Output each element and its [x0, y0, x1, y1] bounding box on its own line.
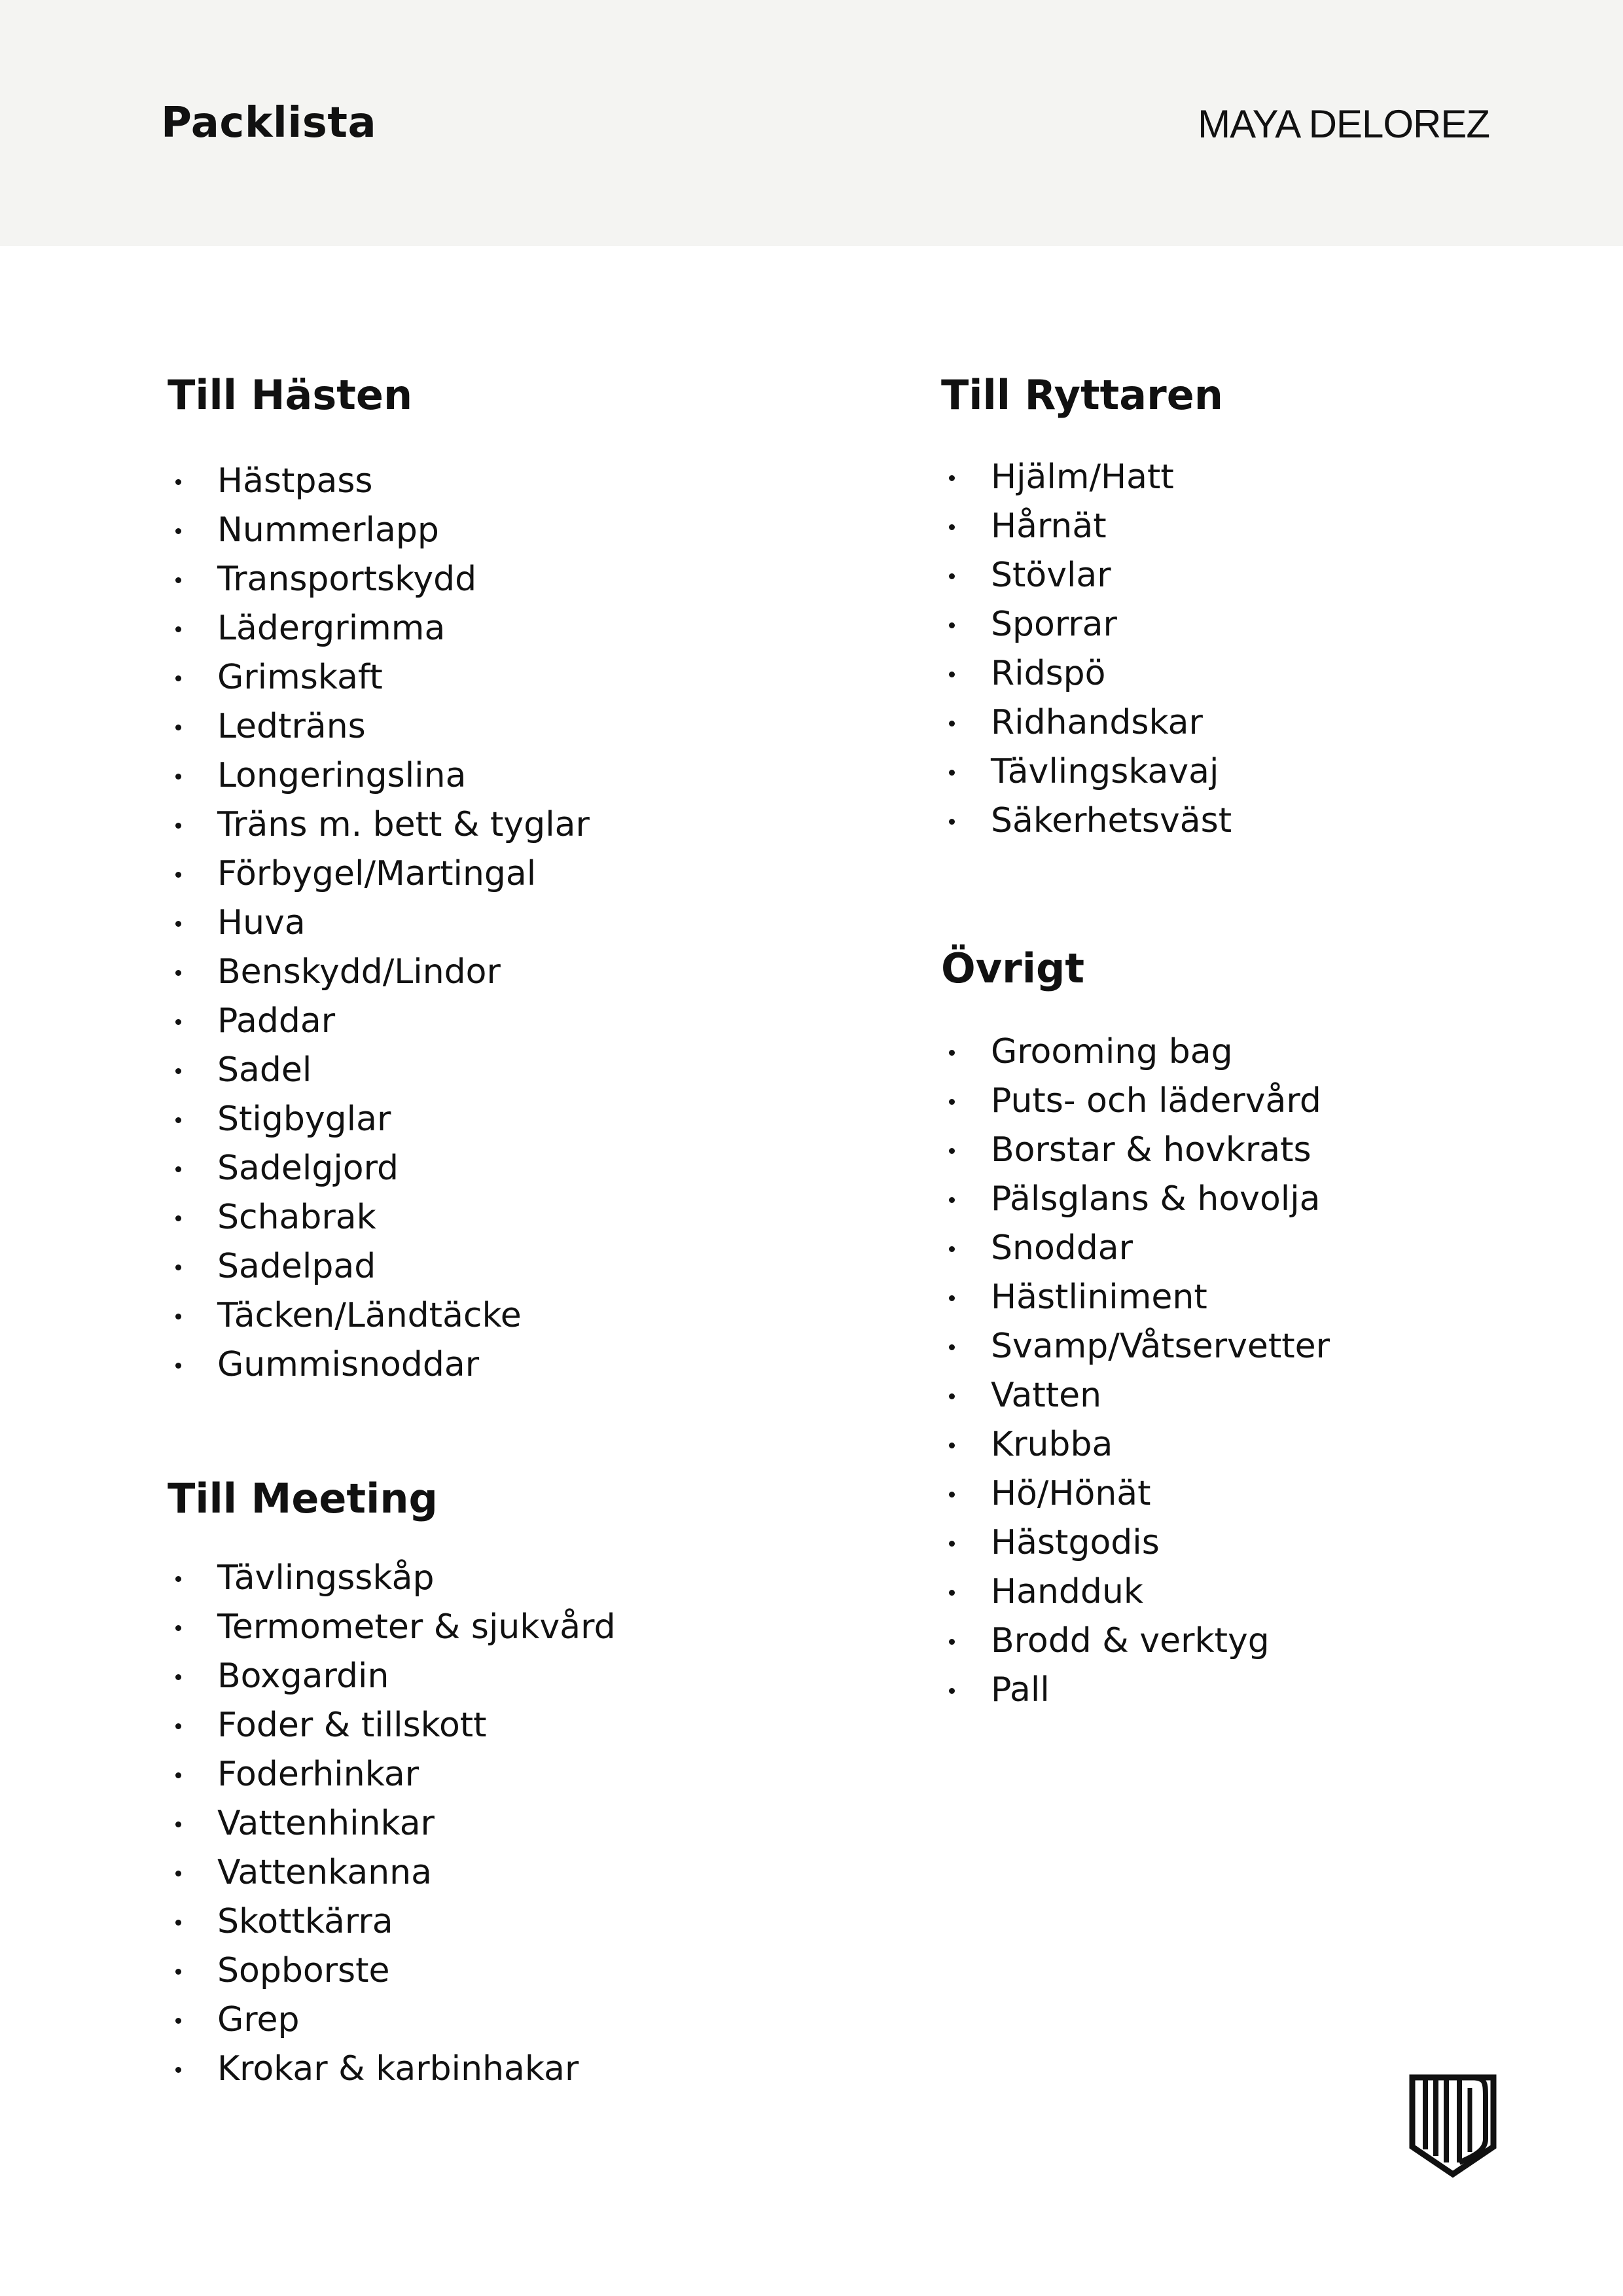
horse-list-item: Transportskydd: [168, 555, 590, 604]
horse-list: [168, 457, 590, 1390]
rider-list-item: Stövlar: [941, 551, 1232, 600]
horse-list-item: Stigbyglar: [168, 1095, 590, 1144]
meeting-list-item: Termometer & sjukvård: [168, 1603, 616, 1652]
section-heading-rider: Till Ryttaren: [941, 371, 1223, 419]
horse-list-item: Förbygel/Martingal: [168, 850, 590, 899]
rider-list-item: Hårnät: [941, 502, 1232, 551]
other-list-item: Puts- och lädervård: [941, 1077, 1330, 1126]
other-list-item: Hästliniment: [941, 1273, 1330, 1322]
meeting-list-item: Sopborste: [168, 1946, 616, 1996]
section-other: [941, 940, 1582, 1710]
rider-list-item: Tävlingskavaj: [941, 747, 1232, 797]
section-heading-meeting: Till Meeting: [168, 1475, 438, 1522]
section-horse: [168, 367, 809, 1384]
rider-list-item: Hjälm/Hatt: [941, 453, 1232, 502]
horse-list-item: Benskydd/Lindor: [168, 948, 590, 997]
horse-list-item: Sadelgjord: [168, 1144, 590, 1193]
horse-list-item: Grimskaft: [168, 653, 590, 702]
meeting-list-item: Tävlingsskåp: [168, 1554, 616, 1603]
other-list-item: Pall: [941, 1666, 1330, 1715]
horse-list-item: Sadelpad: [168, 1242, 590, 1291]
rider-list-item: Sporrar: [941, 600, 1232, 649]
page-header: [0, 0, 1623, 246]
meeting-list-item: Krokar & karbinhakar: [168, 2045, 616, 2094]
horse-list-item: Paddar: [168, 997, 590, 1046]
horse-list-item: Lädergrimma: [168, 604, 590, 653]
other-list: [941, 1028, 1330, 1715]
meeting-list: [168, 1554, 616, 2094]
meeting-list-item: Vattenhinkar: [168, 1799, 616, 1848]
horse-list-item: Träns m. bett & tyglar: [168, 800, 590, 850]
meeting-list-item: Grep: [168, 1996, 616, 2045]
horse-list-item: Schabrak: [168, 1193, 590, 1242]
rider-list: [941, 453, 1232, 846]
section-heading-other: Övrigt: [941, 944, 1084, 992]
other-list-item: Hö/Hönät: [941, 1469, 1330, 1518]
section-heading-horse: Till Hästen: [168, 371, 413, 419]
other-list-item: Krubba: [941, 1420, 1330, 1469]
other-list-item: Borstar & hovkrats: [941, 1126, 1330, 1175]
rider-list-item: Ridhandskar: [941, 698, 1232, 747]
other-list-item: Hästgodis: [941, 1518, 1330, 1568]
rider-list-item: Säkerhetsväst: [941, 797, 1232, 846]
other-list-item: Snoddar: [941, 1224, 1330, 1273]
other-list-item: Brodd & verktyg: [941, 1617, 1330, 1666]
other-list-item: Svamp/Våtservetter: [941, 1322, 1330, 1371]
section-meeting: [168, 1470, 809, 2089]
rider-list-item: Ridspö: [941, 649, 1232, 698]
horse-list-item: Täcken/Ländtäcke: [168, 1291, 590, 1340]
other-list-item: Handduk: [941, 1568, 1330, 1617]
meeting-list-item: Foderhinkar: [168, 1750, 616, 1799]
horse-list-item: Nummerlapp: [168, 506, 590, 555]
horse-list-item: Ledträns: [168, 702, 590, 751]
other-list-item: Pälsglans & hovolja: [941, 1175, 1330, 1224]
other-list-item: Grooming bag: [941, 1028, 1330, 1077]
other-list-item: Vatten: [941, 1371, 1330, 1420]
meeting-list-item: Boxgardin: [168, 1652, 616, 1701]
horse-list-item: Hästpass: [168, 457, 590, 506]
horse-list-item: Longeringslina: [168, 751, 590, 800]
section-rider: [941, 367, 1582, 840]
meeting-list-item: Skottkärra: [168, 1897, 616, 1946]
shield-logo-icon: [1408, 2073, 1497, 2178]
meeting-list-item: Vattenkanna: [168, 1848, 616, 1897]
horse-list-item: Sadel: [168, 1046, 590, 1095]
horse-list-item: Gummisnoddar: [168, 1340, 590, 1390]
brand-name: MAYA DELOREZ: [1198, 102, 1489, 146]
page-title: Packlista: [161, 99, 377, 147]
meeting-list-item: Foder & tillskott: [168, 1701, 616, 1750]
horse-list-item: Huva: [168, 899, 590, 948]
